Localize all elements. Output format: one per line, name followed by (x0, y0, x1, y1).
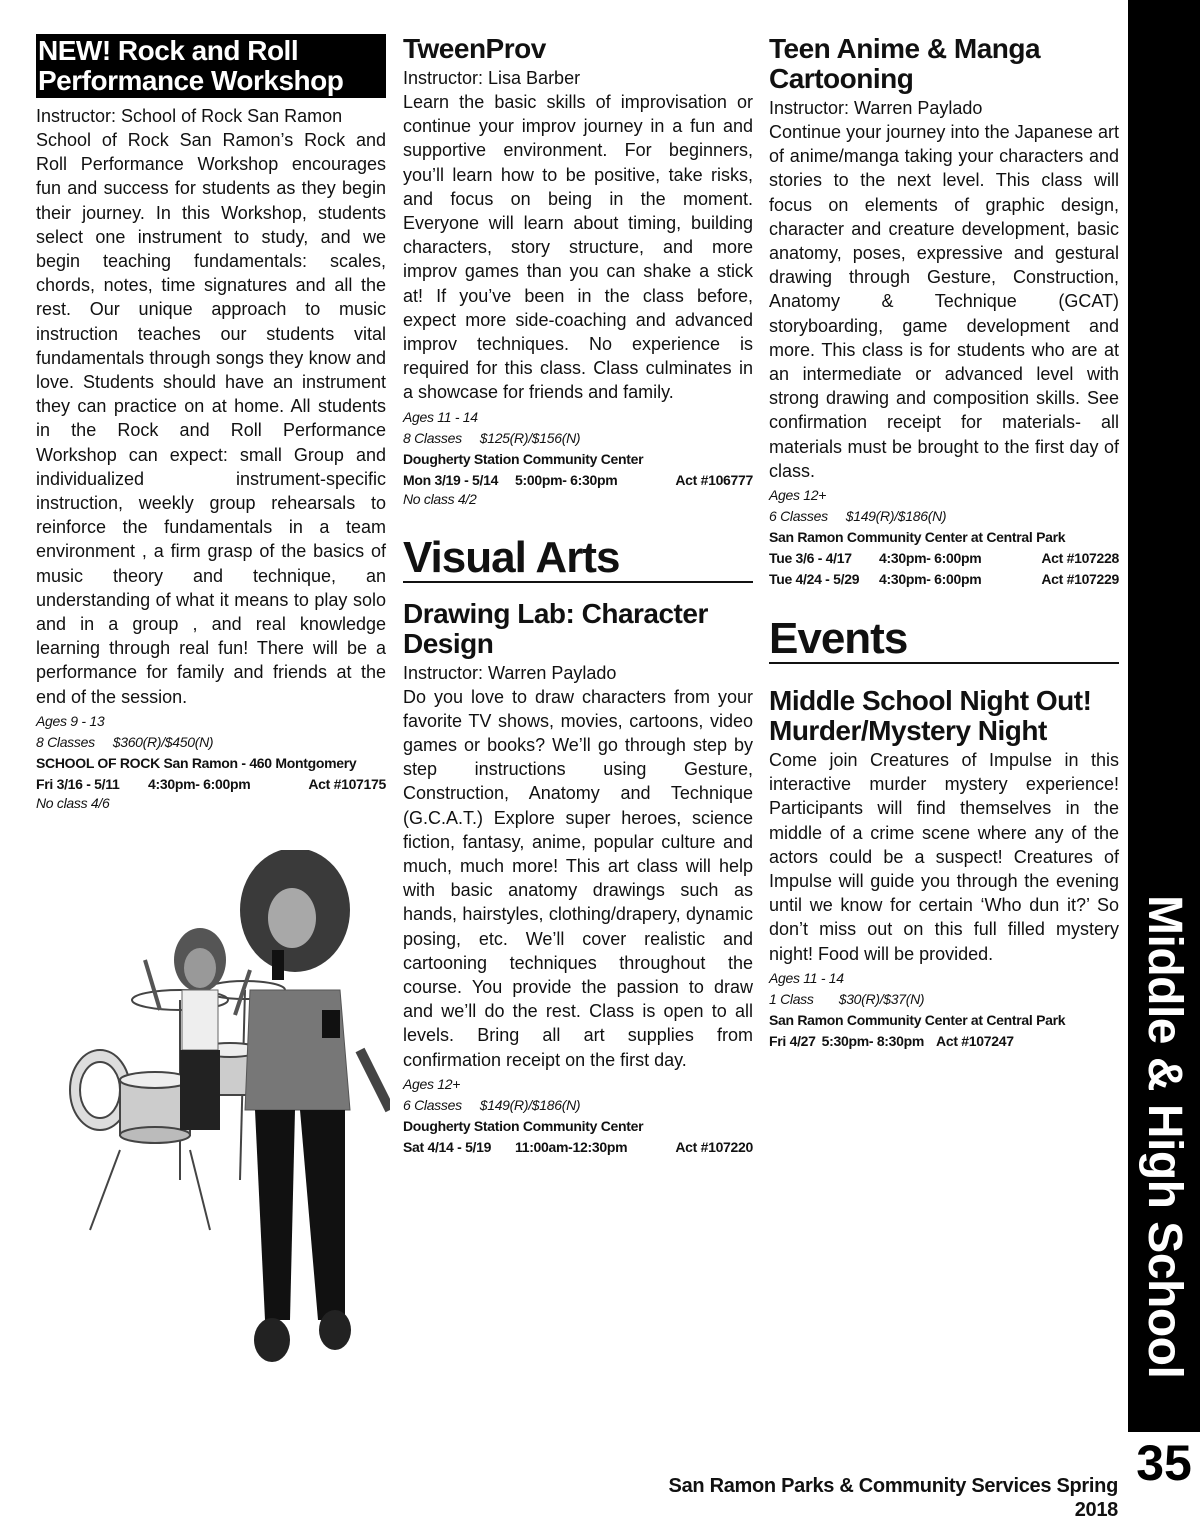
event-title: Middle School Night Out! Murder/Mystery Night (769, 685, 1092, 747)
classes-fees: 8 Classes $125(R)/$156(N) (403, 429, 581, 446)
side-tab-label: Middle & High School (1138, 895, 1191, 1379)
location: Dougherty Station Community Center (403, 1117, 644, 1134)
kids-band-photo (60, 850, 390, 1410)
activity-number: Act #107228 (1041, 550, 1119, 567)
section-heading-events: Events (769, 616, 1119, 664)
session-date: Sat 4/14 - 5/19 (403, 1138, 492, 1155)
right-column (769, 34, 1119, 1052)
instructor: Instructor: Warren Paylado (403, 662, 617, 683)
no-class-note: No class 4/6 (36, 794, 110, 811)
location: San Ramon Community Center at Central Park (769, 529, 1066, 546)
course-title: Drawing Lab: Character Design (403, 597, 708, 659)
page-number: 35 (1136, 1435, 1192, 1491)
session-time: 4:30pm- 6:00pm (148, 775, 251, 792)
course-title: TweenProv (403, 33, 546, 64)
ages: Ages 11 - 14 (769, 969, 844, 986)
ages: Ages 9 - 13 (36, 712, 105, 729)
activity-number: Act #107220 (675, 1138, 753, 1155)
section-heading-visual-arts: Visual Arts (403, 535, 753, 583)
activity-number: Act #107247 (936, 1032, 1014, 1049)
activity-number: Act #107229 (1041, 571, 1119, 588)
ages: Ages 12+ (403, 1075, 461, 1092)
session-date: Fri 4/27 (769, 1032, 816, 1049)
singer-girl (240, 850, 390, 1362)
activity-number: Act #107175 (308, 775, 386, 792)
session-time: 5:30pm- 8:30pm (821, 1032, 925, 1049)
ages: Ages 11 - 14 (403, 408, 478, 425)
location: Dougherty Station Community Center (403, 450, 644, 467)
session-date: Tue 3/6 - 4/17 (769, 550, 852, 567)
instructor: Instructor: Lisa Barber (403, 68, 581, 88)
rock-workshop-column (36, 34, 386, 811)
session-row (403, 1137, 753, 1158)
session-date: Tue 4/24 - 5/29 (769, 571, 860, 588)
session-row (403, 470, 753, 491)
course-description: School of Rock San Ramon’s Rock and Roll Performance Workshop encourages fun and success for students as they begin their journey. In this Workshop, students select one instrument to study, and we begin teaching fundamentals: scales, chords, notes, time signatures and all the rest. Our unique approach to music instruction teaches our students vital fundamentals through songs they know and love. Students should have an instrument they can practice on at home. All students in the Rock and Roll Performance Workshop can expect: small Group and individualized instrument-specific instruction, weekly group rehearsals to reinforce the fundamentals in a team environment , a firm grasp of the basics of music theory and technique, an understanding of what it means to play solo and in a group , and real knowledge learning through real fun! There will be a performance for family and friends at the end of the session. (36, 130, 386, 707)
session-row (769, 569, 1119, 590)
session-date: Mon 3/19 - 5/14 (403, 471, 499, 488)
center-column (403, 34, 753, 1158)
location: SCHOOL OF ROCK San Ramon - 460 Montgomery (36, 754, 357, 771)
course-description: Learn the basic skills of improvisation or continue your improv journey in a fun and supportive environment. For beginners, you’ll learn how to be positive, take risks, and focus on being in the moment. Everyone will learn about timing, building characters, story structure, and more improv games than you can shake a stick at! If you’ve been in the class before, expect more side-coaching and advanced improv techniques. No experience is required for this class. Class culminates in a showcase for friends and family. (403, 92, 753, 403)
course-description: Continue your journey into the Japanese art of anime/manga taking your characters and stories to the next level. This class will focus on elements of graphic design, character and creature development, basic anatomy, poses, expressive and gestural drawing through Gesture, Construction, Anatomy & Technique (GCAT) storyboarding, game development and more. This class is for students who are at an intermediate or advanced level with strong drawing and composition skills. See confirmation receipt for materials- all materials must be brought to the first day of class. (769, 122, 1119, 481)
activity-number: Act #106777 (675, 471, 753, 488)
course-description: Do you love to draw characters from your favorite TV shows, movies, cartoons, video games or books? We’ll go through step by step instructions using Gesture, Construction, Anatomy and Technique (G.C.A.T.) Explore super heroes, science fiction, fantasy, anime, popular culture and much, much more! This art class will help with basic anatomy drawings such as hands, hairstyles, clothing/drapery, dynamic posing, etc. We’ll cover realistic and cartooning techniques throughout the course. You provide the passion to draw and we’ll do the rest. Class is open to all levels. Bring all art supplies from confirmation receipt on the first day. (403, 686, 753, 1070)
classes-fees: 6 Classes $149(R)/$186(N) (403, 1096, 581, 1113)
session-time: 4:30pm- 6:00pm (879, 571, 982, 588)
session-row (36, 774, 386, 795)
course-title: Teen Anime & Manga Cartooning (769, 33, 1041, 94)
session-time: 4:30pm- 6:00pm (879, 550, 982, 567)
instructor: Instructor: School of Rock San Ramon (36, 106, 343, 126)
ages: Ages 12+ (769, 487, 827, 504)
classes-fees: 6 Classes $149(R)/$186(N) (769, 508, 947, 525)
session-date: Fri 3/16 - 5/11 (36, 775, 120, 792)
session-time: 11:00am-12:30pm (515, 1138, 628, 1155)
classes-fees: 8 Classes $360(R)/$450(N) (36, 733, 214, 750)
session-row (769, 548, 1119, 569)
session-time: 5:00pm- 6:30pm (515, 471, 618, 488)
no-class-note: No class 4/2 (403, 490, 477, 507)
classes-fees: 1 Class $30(R)/$37(N) (769, 990, 925, 1007)
course-title: NEW! Rock and Roll Performance Workshop (36, 34, 386, 98)
location: San Ramon Community Center at Central Park (769, 1011, 1066, 1028)
event-description: Come join Creatures of Impulse in this interactive murder mystery experience! Participants will find themselves in the middle of a crime scene where any of the actors could be a suspect! Creatures of Impulse will guide you through the evening until we know for certain ‘Who dun it?’ So don’t miss out on this full filled mystery night! Food will be provided. (769, 750, 1119, 964)
instructor: Instructor: Warren Paylado (769, 98, 983, 118)
footer-publication: San Ramon Parks & Community Services Spring 2018 (668, 1475, 1118, 1521)
session-row (769, 1031, 1119, 1052)
